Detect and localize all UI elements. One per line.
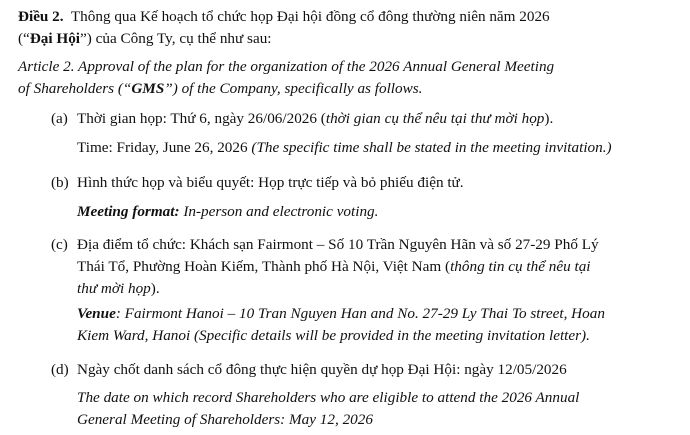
item-b-marker: (b) xyxy=(51,174,69,191)
item-c-en-bold: Venue xyxy=(77,305,116,322)
item-d-en-line-1: The date on which record Shareholders who are eligible to attend the 2026 Annual xyxy=(77,389,580,406)
item-b-en-italic: In-person and electronic voting. xyxy=(179,203,379,220)
item-a-en xyxy=(77,137,612,158)
item-a-marker: (a) xyxy=(51,110,68,127)
item-c-vi-line-2 xyxy=(77,256,591,277)
item-b-en-bold: Meeting format: xyxy=(77,203,180,220)
item-c-en-line-2: Kiem Ward, Hanoi (Specific details will be provided in the meeting invitation letter). xyxy=(77,327,590,344)
item-c-marker: (c) xyxy=(51,236,68,253)
article-vi-close-text: ”) của Công Ty, cụ thể như sau: xyxy=(80,30,272,47)
item-c-vi-line-2-text: Thái Tổ, Phường Hoàn Kiếm, Thành phố Hà Nội, Việt Nam ( xyxy=(77,258,451,275)
item-c-en-line-1-italic: : Fairmont Hanoi – 10 Tran Nguyen Han and No. 27-29 Ly Thai To street, Hoan xyxy=(115,305,605,322)
item-c-vi-line-1: Địa điểm tổ chức: Khách sạn Fairmont – Số 10 Trần Nguyên Hãn và số 27-29 Phố Lý xyxy=(77,236,599,253)
item-c-vi-line-3 xyxy=(77,278,160,299)
article-en-close: ”) of the Company, specifically as follows. xyxy=(164,80,423,97)
item-a-en-italic: (The specific time shall be stated in the meeting invitation.) xyxy=(251,139,612,156)
item-a-vi xyxy=(77,108,553,129)
article-vi-text-1: Thông qua Kế hoạch tổ chức họp Đại hội đồng cổ đông thường niên năm 2026 xyxy=(70,8,550,25)
article-en-line-1 xyxy=(18,56,554,77)
article-vi-open-quote: (“ xyxy=(18,30,30,47)
article-vi-line-2 xyxy=(18,28,272,49)
item-a-vi-end: ). xyxy=(544,110,554,127)
item-c-vi-line-3-italic: thư mời họp xyxy=(77,280,151,297)
article-en-label: Article 2. xyxy=(18,58,75,75)
article-vi-label: Điều 2. xyxy=(18,8,64,25)
item-c-vi-line-3-end: ). xyxy=(150,280,160,297)
article-vi-line-1 xyxy=(18,6,550,27)
article-vi-abbr: Đại Hội xyxy=(29,30,81,47)
item-b-en xyxy=(77,201,378,222)
item-b-vi: Hình thức họp và biểu quyết: Họp trực tiếp và bỏ phiếu điện tử. xyxy=(77,174,464,191)
item-a-vi-text: Thời gian họp: Thứ 6, ngày 26/06/2026 ( xyxy=(77,110,326,127)
item-d-marker: (d) xyxy=(51,361,69,378)
item-c-vi-line-2-italic: thông tin cụ thể nêu tại xyxy=(450,258,591,275)
item-a-en-text: Time: Friday, June 26, 2026 xyxy=(77,139,252,156)
item-d-en-line-2: General Meeting of Shareholders: May 12, 2026 xyxy=(77,411,373,428)
article-en-text-1: Approval of the plan for the organization of the 2026 Annual General Meeting xyxy=(78,58,555,75)
item-c-en-line-1 xyxy=(77,303,605,324)
item-d-vi: Ngày chốt danh sách cổ đông thực hiện quyền dự họp Đại Hội: ngày 12/05/2026 xyxy=(77,361,567,378)
article-en-abbr: GMS xyxy=(131,80,165,97)
article-en-open: of Shareholders (“ xyxy=(18,80,132,97)
item-a-vi-italic: thời gian cụ thể nêu tại thư mời họp xyxy=(325,110,545,127)
article-en-line-2 xyxy=(18,78,422,99)
